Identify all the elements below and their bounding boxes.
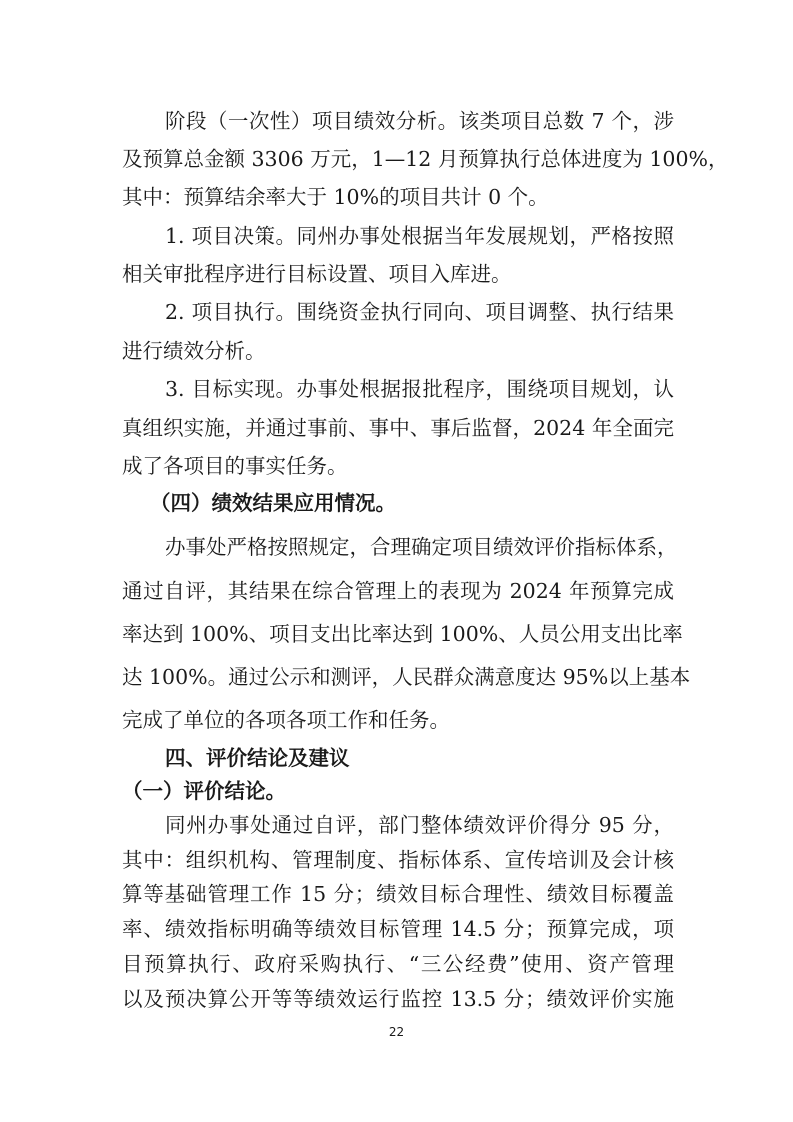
text-line: 完成了单位的各项各项工作和任务。 <box>122 708 450 732</box>
text-line: 阶段（一次性）项目绩效分析。该类项目总数 7 个，涉 <box>165 109 674 133</box>
list-item-text: 3. 目标实现。办事处根据报批程序，围绕项目规划，认 <box>165 377 674 401</box>
text-line: 办事处严格按照规定，合理确定项目绩效评价指标体系， <box>165 535 678 559</box>
text-line: 率达到 100%、项目支出比率达到 100%、人员公用支出比率 <box>122 622 683 646</box>
list-item-text: 1. 项目决策。同州办事处根据当年发展规划，严格按照 <box>165 224 674 248</box>
text-line: 达 100%。通过公示和测评，人民群众满意度达 95%以上基本 <box>122 665 691 689</box>
text-line: 目预算执行、政府采购执行、“三公经费”使用、资产管理 <box>122 952 674 976</box>
text-line: 其中：预算结余率大于 10%的项目共计 0 个。 <box>122 185 549 209</box>
text-line: 其中：组织机构、管理制度、指标体系、宣传培训及会计核 <box>122 848 674 872</box>
section-heading: 四、评价结论及建议 <box>165 746 350 770</box>
subheading: （一）评价结论。 <box>122 779 286 803</box>
text-line: 以及预决算公开等等绩效运行监控 13.5 分；绩效评价实施 <box>122 987 674 1011</box>
text-line: 算等基础管理工作 15 分；绩效目标合理性、绩效目标覆盖 <box>122 882 674 906</box>
list-item-text: 真组织实施，并通过事前、事中、事后监督，2024 年全面完 <box>122 416 674 440</box>
text-line: 及预算总金额 3306 万元，1—12 月预算执行总体进度为 100%， <box>122 147 729 171</box>
text-line: 率、绩效指标明确等绩效目标管理 14.5 分；预算完成，项 <box>122 917 674 941</box>
list-item-text: 相关审批程序进行目标设置、项目入库进。 <box>122 262 512 286</box>
list-item-text: 2. 项目执行。围绕资金执行同向、项目调整、执行结果 <box>165 300 674 324</box>
text-line: 同州办事处通过自评，部门整体绩效评价得分 95 分， <box>165 813 674 837</box>
text-line: 通过自评，其结果在综合管理上的表现为 2024 年预算完成 <box>122 579 674 603</box>
list-item-text: 进行绩效分析。 <box>122 339 266 363</box>
page-number: 22 <box>388 1025 405 1039</box>
subheading: （四）绩效结果应用情况。 <box>150 491 396 515</box>
list-item-text: 成了各项目的事实任务。 <box>122 454 348 478</box>
